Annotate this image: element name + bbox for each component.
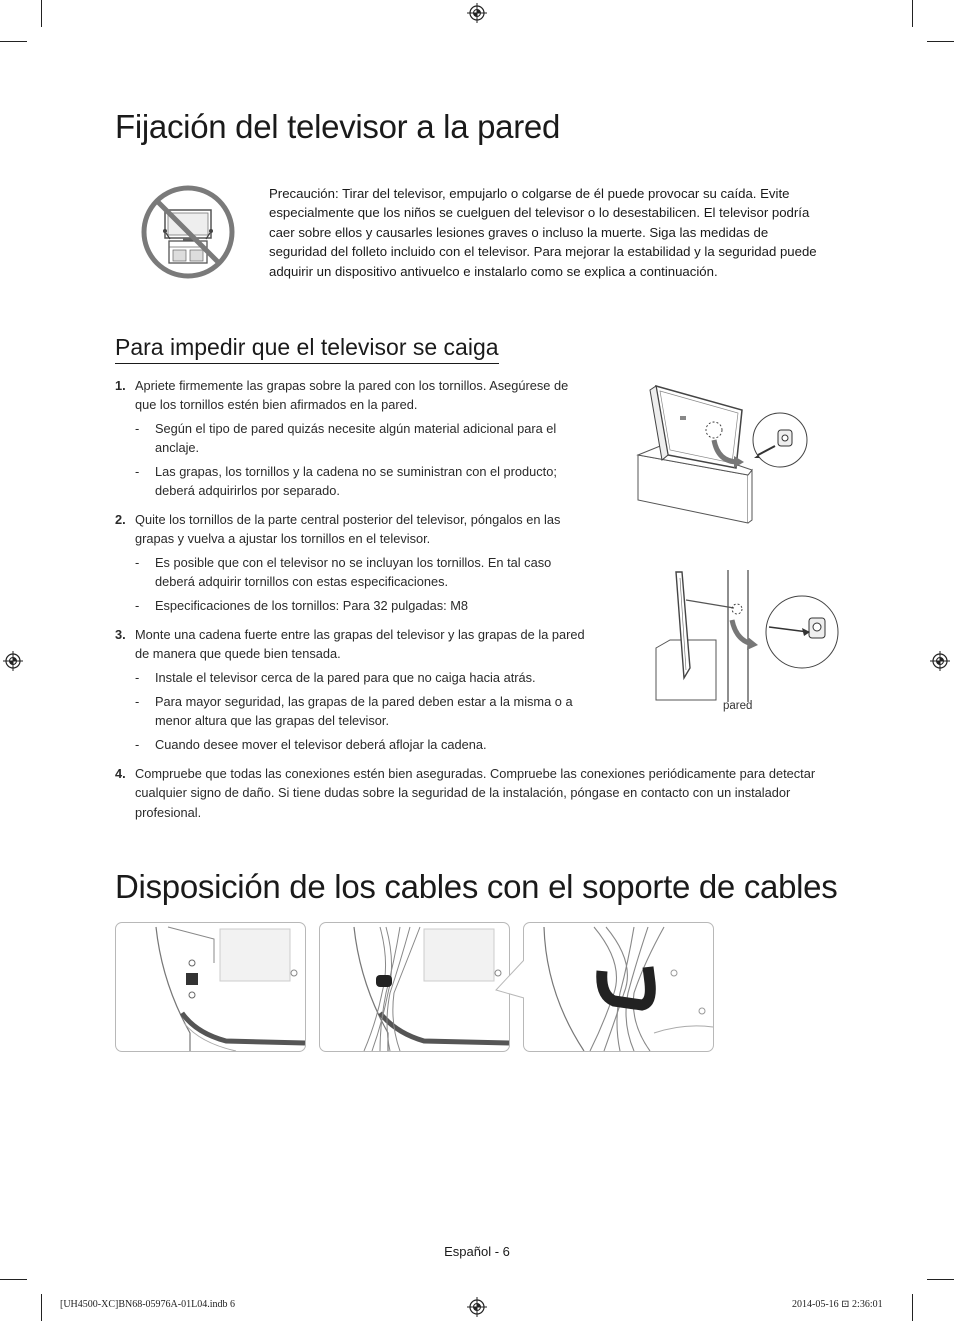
cable-holder-step-2-panel [319, 922, 510, 1052]
print-slug-date: 2014-05-16 ⊡ 2:36:01 [792, 1299, 883, 1310]
registration-mark-icon [467, 3, 487, 23]
no-climbing-warning-icon [139, 183, 237, 281]
step-number: 3. [115, 627, 126, 642]
step-text: Quite los tornillos de la parte central posterior del televisor, póngalos en las grapas y vuelva a ajustar los tornillos en el televisor. [135, 512, 561, 547]
cable-holder-step-1-panel [115, 922, 306, 1052]
sub-item-text: Cuando desee mover el televisor deberá aflojar la cadena. [155, 737, 487, 752]
cable-holder-step-1-illustration [116, 923, 305, 1051]
sub-item-text: Para mayor seguridad, las grapas de la pared deben estar a la misma o a menor altura que las grapas del televisor. [155, 694, 573, 729]
bullet-dash: - [135, 421, 140, 436]
step-text: Apriete firmemente las grapas sobre la pared con los tornillos. Asegúrese de que los tornillos estén bien afirmados en la pared. [135, 378, 569, 413]
registration-mark-icon [930, 651, 950, 671]
sub-item-text: Especificaciones de los tornillos: Para 32 pulgadas: M8 [155, 598, 468, 613]
registration-mark-icon [3, 651, 23, 671]
registration-mark-icon [467, 1297, 487, 1317]
page-number: Español - 6 [444, 1244, 510, 1259]
section-title-cables: Disposición de los cables con el soporte de cables [115, 868, 838, 905]
bullet-dash: - [135, 464, 140, 479]
crop-mark [41, 1294, 42, 1321]
step-text: Compruebe que todas las conexiones estén bien aseguradas. Compruebe las conexiones periódicamente para detectar cualquier signo de daño. Si tiene dudas sobre la seguridad de la instalación, póngase en contacto con un instalador profesional. [135, 766, 816, 820]
sub-item-text: Es posible que con el televisor no se incluyan los tornillos. En tal caso deberá adquirir tornillos con estas especificaciones. [155, 555, 552, 590]
tv-bracket-illustration [630, 380, 810, 525]
page-title: Fijación del televisor a la pared [115, 108, 561, 145]
callout-pointer [494, 958, 528, 1002]
bullet-dash: - [135, 737, 140, 752]
bullet-dash: - [135, 670, 140, 685]
sub-item-text: Instale el televisor cerca de la pared para que no caiga hacia atrás. [155, 670, 536, 685]
cable-holder-detail-illustration [524, 923, 713, 1051]
crop-mark [927, 1279, 954, 1280]
crop-mark [912, 1294, 913, 1321]
step-number: 2. [115, 512, 126, 527]
step-text: Monte una cadena fuerte entre las grapas del televisor y las grapas de la pared de manera que quede bien tensada. [135, 627, 585, 662]
section-subtitle: Para impedir que el televisor se caiga [115, 334, 499, 364]
cable-holder-detail-panel [523, 922, 714, 1052]
step-number: 1. [115, 378, 126, 393]
crop-mark [41, 0, 42, 27]
crop-mark [927, 41, 954, 42]
bullet-dash: - [135, 555, 140, 570]
sub-item-text: Las grapas, los tornillos y la cadena no se suministran con el producto; deberá adquirirlos por separado. [155, 464, 557, 499]
step-number: 4. [115, 766, 126, 781]
crop-mark [0, 1279, 27, 1280]
wall-label: pared [723, 700, 753, 712]
print-slug-file: [UH4500-XC]BN68-05976A-01L04.indb 6 [60, 1299, 235, 1310]
cable-holder-step-2-illustration [320, 923, 509, 1051]
crop-mark [912, 0, 913, 27]
crop-mark [0, 41, 27, 42]
caution-text: Precaución: Tirar del televisor, empujarlo o colgarse de él puede provocar su caída. Evite especialmente que los niños se cuelguen del televisor o lo desestabilicen. El televisor podría caer sobre ellos y causarles lesiones graves o incluso la muerte. Siga las medidas de seguridad del folleto incluido con el televisor. Para mejorar la estabilidad y la seguridad puede adquirir un dispositivo antivuelco e instalarlo como se explica a continuación. [269, 186, 817, 279]
tv-wall-chain-illustration [652, 570, 842, 702]
sub-item-text: Según el tipo de pared quizás necesite algún material adicional para el anclaje. [155, 421, 557, 456]
bullet-dash: - [135, 598, 140, 613]
bullet-dash: - [135, 694, 140, 709]
